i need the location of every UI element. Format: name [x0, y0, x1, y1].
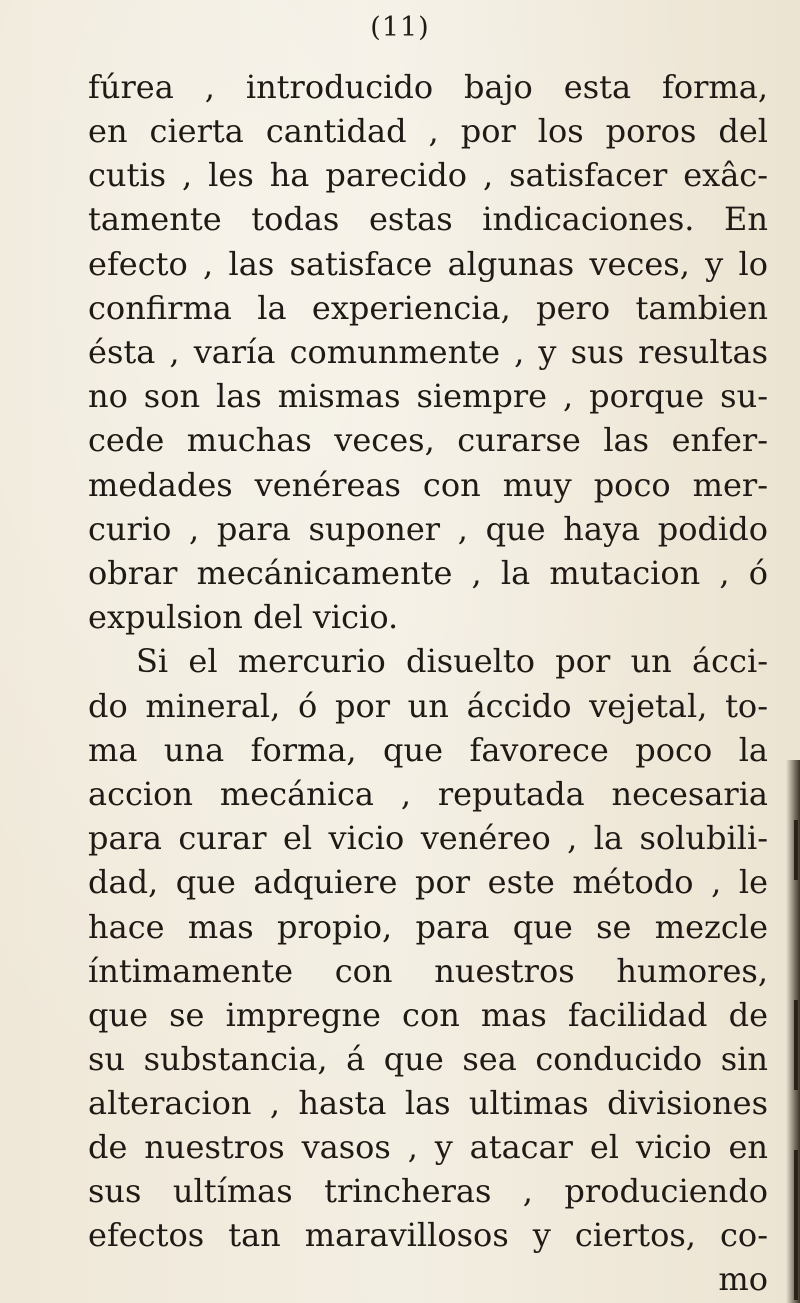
text-line-14: Si el mercurio disuelto por un ácci- [136, 642, 768, 680]
text-line-6: confirma la experiencia, pero tambien [88, 289, 768, 327]
page-number: (11) [370, 12, 430, 43]
text-line-12: obrar mecánicamente , la mutacion , ó [88, 554, 768, 592]
text-line-26: sus ultímas trincheras , produciendo [88, 1172, 768, 1210]
page-edge-mark [794, 1150, 798, 1300]
page-edge-mark [794, 1000, 798, 1090]
text-line-3: cutis , les ha parecido , satisfacer exâc- [88, 156, 768, 194]
text-line-16: ma una forma, que favorece poco la [88, 731, 768, 769]
page-edge-mark [794, 820, 798, 880]
text-line-2: en cierta cantidad , por los poros del [88, 112, 768, 150]
text-line-21: íntimamente con nuestros humores, [88, 952, 768, 990]
text-line-24: alteracion , hasta las ultimas divisiones [88, 1084, 768, 1122]
text-line-27: efectos tan maravillosos y ciertos, co- [88, 1216, 768, 1254]
text-line-8: no son las mismas siempre , porque su- [88, 377, 768, 415]
text-line-20: hace mas propio, para que se mezcle [88, 908, 768, 946]
text-line-18: para curar el vicio venéreo , la solubili- [88, 819, 768, 857]
text-line-28: mo [718, 1260, 768, 1298]
text-line-11: curio , para suponer , que haya podido [88, 510, 768, 548]
text-line-7: ésta , varía comunmente , y sus resultas [88, 333, 768, 371]
text-line-22: que se impregne con mas facilidad de [88, 996, 768, 1034]
text-line-10: medades venéreas con muy poco mer- [88, 466, 768, 504]
text-line-1: fúrea , introducido bajo esta forma, [88, 68, 768, 106]
text-line-25: de nuestros vasos , y atacar el vicio en [88, 1128, 768, 1166]
text-line-13: expulsion del vicio. [88, 598, 399, 636]
text-line-19: dad, que adquiere por este método , le [88, 863, 768, 901]
text-line-9: cede muchas veces, curarse las enfer- [88, 421, 768, 459]
text-line-15: do mineral, ó por un áccido vejetal, to- [88, 687, 768, 725]
text-line-17: accion mecánica , reputada necesaria [88, 775, 768, 813]
text-line-23: su substancia, á que sea conducido sin [88, 1040, 768, 1078]
text-line-5: efecto , las satisface algunas veces, y lo [88, 245, 768, 283]
text-line-4: tamente todas estas indicaciones. En [88, 200, 768, 238]
